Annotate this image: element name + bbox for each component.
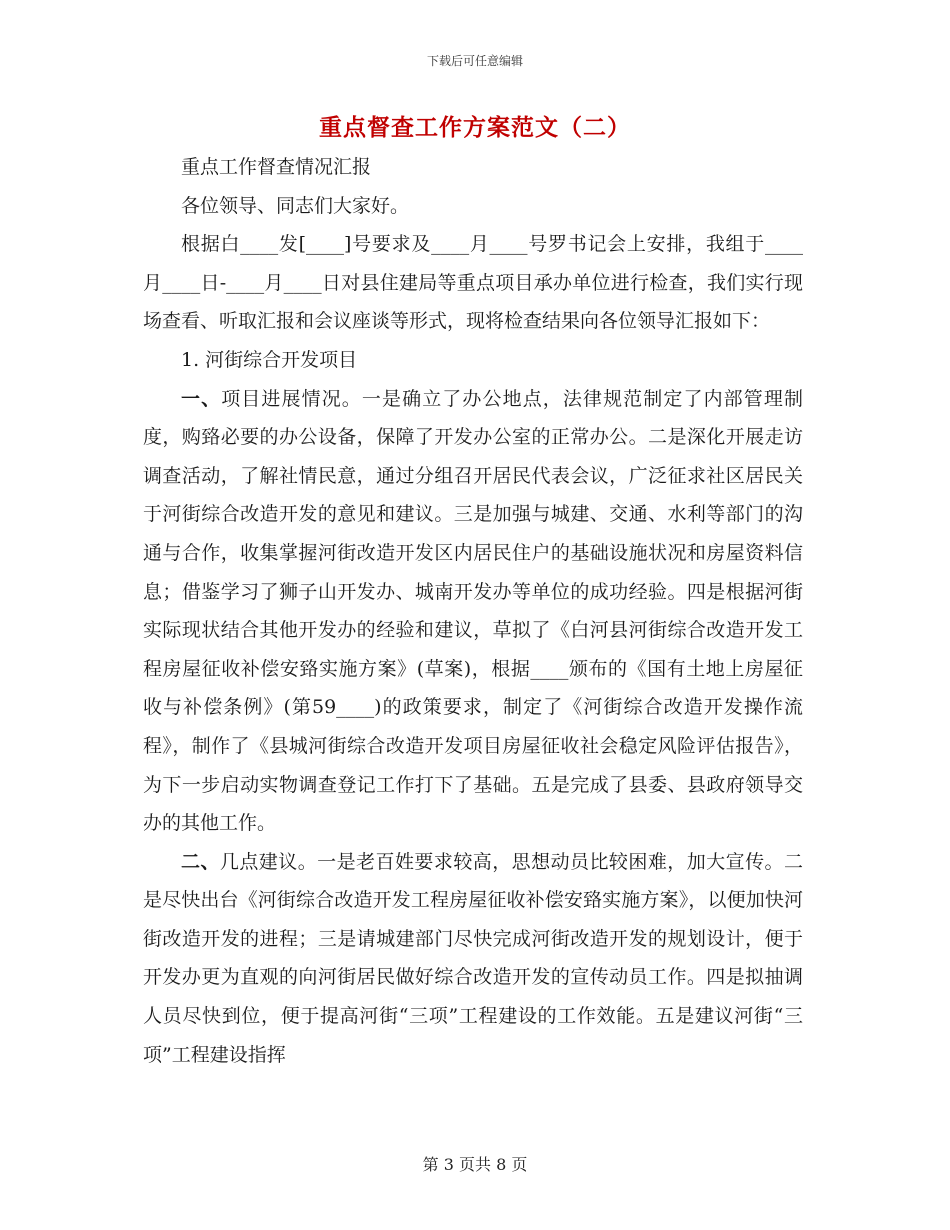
paragraph-progress (143, 380, 803, 843)
paragraph-suggestions (143, 843, 803, 1075)
document-title: 重点督查工作方案范文（二） (319, 114, 631, 141)
paragraph-text: 各位领导、同志们大家好。 (181, 194, 410, 217)
paragraph-lead: 二、 (181, 850, 220, 873)
page-number-footer: 第 3 页共 8 页 (422, 1155, 528, 1174)
paragraph-text: 几点建议。一是老百姓要求较高，思想动员比较困难，加大宣传。二是尽快出台《河街综合改造开发工程房屋征收补偿安臵实施方案》，以便加快河街改造开发的进程；三是请城建部门尽快完成河街改造开发的规划设计，便于开发办更为直观的向河街居民做好综合改造开发的宣传动员工作。四是拟抽调人员尽快到位，便于提高河街“三项”工程建设的工作效能。五是建议河街“三项”工程建设指挥 (143, 850, 803, 1066)
paragraph-report-title (143, 148, 803, 187)
paragraph-lead: 一、 (181, 387, 222, 410)
paragraph-text: 1. 河街综合开发项目 (181, 348, 358, 371)
paragraph-intro (143, 225, 803, 341)
paragraph-text: 根据白____发[____]号要求及____月____号罗书记会上安排，我组于____月____日-____月____日对县住建局等重点项目承办单位进行检查，我们实行现场查看、听取汇报和会议座谈等形式，现将检查结果向各位领导汇报如下： (143, 233, 803, 333)
paragraph-text: 项目进展情况。一是确立了办公地点，法律规范制定了内部管理制度，购臵必要的办公设备，保障了开发办公室的正常办公。二是深化开展走访调查活动，了解社情民意，通过分组召开居民代表会议，广泛征求社区居民关于河街综合改造开发的意见和建议。三是加强与城建、交通、水利等部门的沟通与合作，收集掌握河街改造开发区内居民住户的基础设施状况和房屋资料信息；借鉴学习了狮子山开发办、城南开发办等单位的成功经验。四是根据河街实际现状结合其他开发办的经验和建议，草拟了《白河县河街综合改造开发工程房屋征收补偿安臵实施方案》(草案)，根据____颁布的《国有土地上房屋征收与补偿条例》(第59____)的政策要求，制定了《河街综合改造开发操作流程》，制作了《县城河街综合改造开发项目房屋征收社会稳定风险评估报告》，为下一步启动实物调查登记工作打下了基础。五是完成了县委、县政府领导交办的其他工作。 (143, 387, 803, 835)
paragraph-text: 重点工作督查情况汇报 (181, 156, 372, 178)
paragraph-section-heading (143, 341, 803, 380)
paragraph-greeting (143, 187, 803, 226)
document-body (143, 148, 803, 1074)
page-header: 下载后可任意编辑 (426, 54, 523, 68)
